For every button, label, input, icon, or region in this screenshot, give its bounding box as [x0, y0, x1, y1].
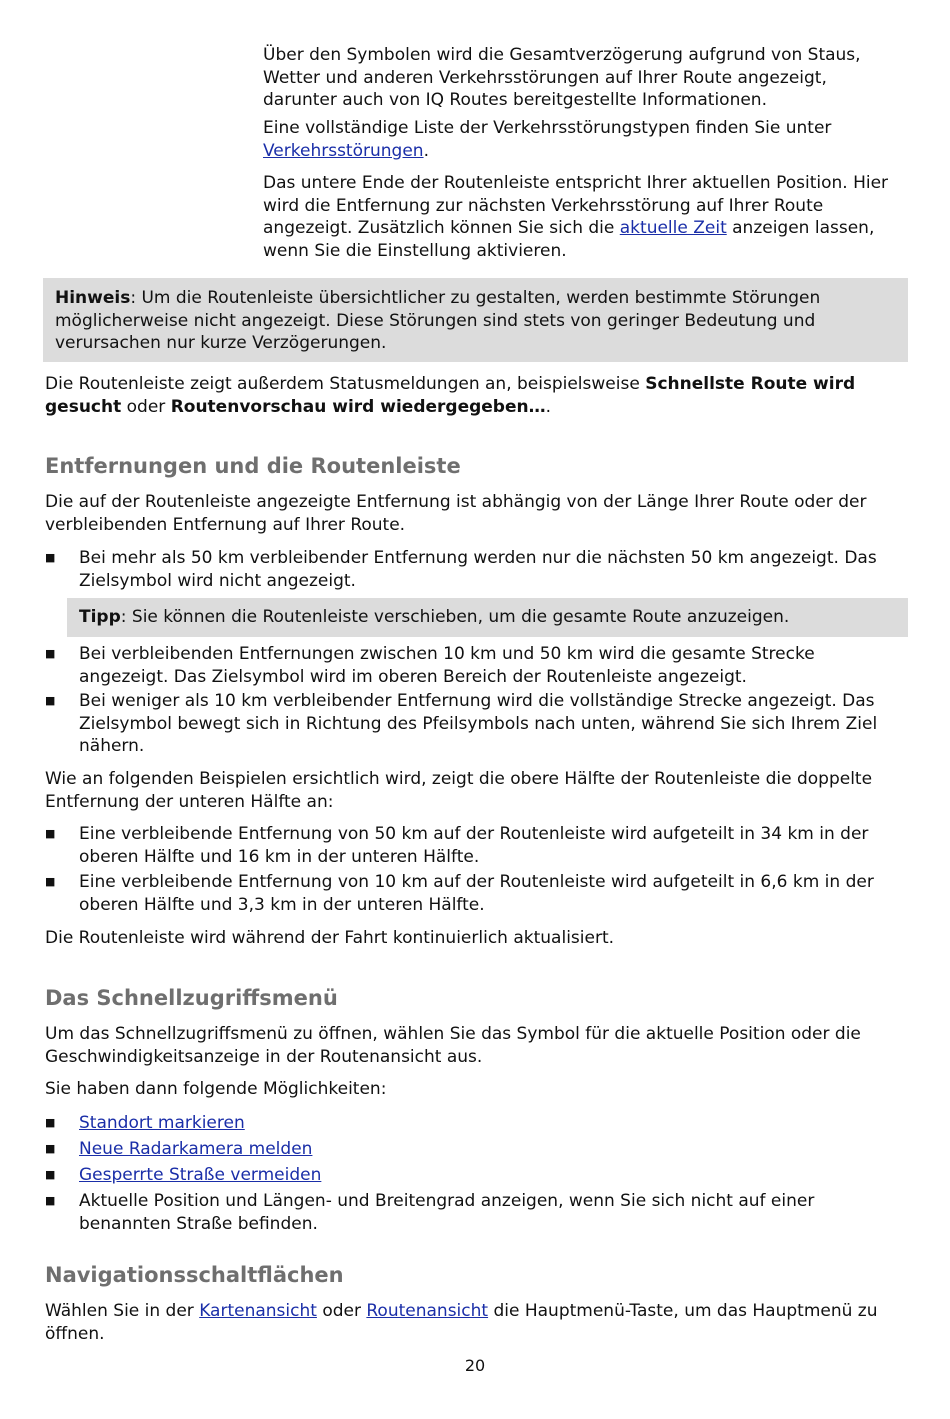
section1-closing: Die Routenleiste wird während der Fahrt kontinuierlich aktualisiert. [45, 928, 615, 948]
list-item [45, 1164, 910, 1187]
bullet-icon: ■ [45, 827, 56, 840]
list-item [45, 823, 910, 868]
heading-schnellzugriffsmenue: Das Schnellzugriffsmenü [45, 986, 338, 1010]
list-item-text: Eine verbleibende Entfernung von 50 km auf der Routenleiste wird aufgeteilt in 34 km in der oberen Hälfte und 16 km in der unteren Hälfte. [79, 824, 869, 867]
link-aktuelle-zeit[interactable]: aktuelle Zeit [619, 218, 727, 238]
heading-navigationsschaltflaechen: Navigationsschaltflächen [45, 1263, 344, 1287]
link-verkehrsstoerungen[interactable]: Verkehrsstörungen [263, 140, 424, 161]
section1-intro: Die auf der Routenleiste angezeigte Entfernung ist abhängig von der Länge Ihrer Route oder der verbleibenden Entfernung auf Ihrer Route. [45, 492, 867, 535]
link-gesperrte-strasse-vermeiden[interactable]: Gesperrte Straße vermeiden [79, 1165, 322, 1185]
list-item-text: Bei verbleibenden Entfernungen zwischen 10 km und 50 km wird die gesamte Strecke angezeigt. Das Zielsymbol wird im oberen Bereich der Routenleiste angezeigt. [79, 644, 815, 687]
link-kartenansicht[interactable]: Kartenansicht [199, 1301, 317, 1321]
intro-paragraph-2: Eine vollständige Liste der Verkehrsstörungstypen finden Sie unter Verkehrsstörungen. [263, 118, 832, 161]
list-item-text: Bei weniger als 10 km verbleibender Entfernung wird die vollständige Strecke angezeigt. Das Zielsymbol bewegt sich in Richtung des Pfeilsymbols nach unten, während Sie sich Ihrem Ziel nähern. [79, 691, 878, 756]
examples-intro: Wie an folgenden Beispielen ersichtlich wird, zeigt die obere Hälfte der Routenleiste die doppelte Entfernung der unteren Hälfte an: [45, 769, 873, 812]
list-item-text: Eine verbleibende Entfernung von 10 km auf der Routenleiste wird aufgeteilt in 6,6 km in der oberen Hälfte und 3,3 km in der unteren Hälfte. [79, 872, 874, 915]
intro-paragraph-1: Über den Symbolen wird die Gesamtverzögerung aufgrund von Staus, Wetter und anderen Verkehrsstörungen auf Ihrer Route angezeigt, darunter auch von IQ Routes bereitgestellte Informationen. [263, 45, 861, 110]
bullet-icon: ■ [45, 647, 56, 660]
bullet-icon: ■ [45, 694, 56, 707]
list-item [45, 1190, 910, 1235]
list-item [45, 1138, 910, 1161]
list-item-text: Aktuelle Position und Längen- und Breitengrad anzeigen, wenn Sie sich nicht auf einer benannten Straße befinden. [79, 1191, 815, 1234]
bullet-icon: ■ [45, 1168, 56, 1181]
bullet-icon: ■ [45, 1194, 56, 1207]
tip-text: Tipp: Sie können die Routenleiste verschieben, um die gesamte Route anzuzeigen. [79, 607, 790, 627]
intro-paragraph-3: Das untere Ende der Routenleiste entspricht Ihrer aktuellen Position. Hier wird die Entfernung zur nächsten Verkehrsstörung auf Ihrer Route angezeigt. Zusätzlich können Sie sich die aktuelle Zeit anzeigen lassen, wenn Sie die Einstellung aktivieren. [263, 173, 889, 261]
list-item [45, 690, 910, 758]
list-item-text: Bei mehr als 50 km verbleibender Entfernung werden nur die nächsten 50 km angezeigt. Das Zielsymbol wird nicht angezeigt. [79, 548, 877, 591]
bullet-icon: ■ [45, 1142, 56, 1155]
status-paragraph: Die Routenleiste zeigt außerdem Statusmeldungen an, beispielsweise Schnellste Route wird gesucht oder Routenvorschau wird wiedergegeben…. [45, 374, 856, 417]
page-number: 20 [464, 1356, 486, 1375]
bullet-icon: ■ [45, 551, 56, 564]
list-item [45, 1112, 910, 1135]
note-text: Hinweis: Um die Routenleiste übersichtlicher zu gestalten, werden bestimmte Störungen möglicherweise nicht angezeigt. Diese Störungen sind stets von geringer Bedeutung und verursachen nur kurze Verzögerungen. [55, 288, 821, 353]
bullet-icon: ■ [45, 875, 56, 888]
heading-entfernungen: Entfernungen und die Routenleiste [45, 454, 461, 478]
list-item [45, 871, 910, 916]
section3-paragraph: Wählen Sie in der Kartenansicht oder Routenansicht die Hauptmenü-Taste, um das Hauptmenü zu öffnen. [45, 1301, 878, 1344]
link-routenansicht[interactable]: Routenansicht [366, 1301, 489, 1321]
link-standort-markieren[interactable]: Standort markieren [79, 1113, 245, 1133]
list-item [45, 547, 910, 592]
section2-intro: Um das Schnellzugriffsmenü zu öffnen, wählen Sie das Symbol für die aktuelle Position oder die Geschwindigkeitsanzeige in der Routenansicht aus. [45, 1024, 861, 1067]
options-intro: Sie haben dann folgende Möglichkeiten: [45, 1079, 387, 1099]
bullet-icon: ■ [45, 1116, 56, 1129]
list-item [45, 643, 910, 688]
link-neue-radarkamera-melden[interactable]: Neue Radarkamera melden [79, 1139, 313, 1159]
